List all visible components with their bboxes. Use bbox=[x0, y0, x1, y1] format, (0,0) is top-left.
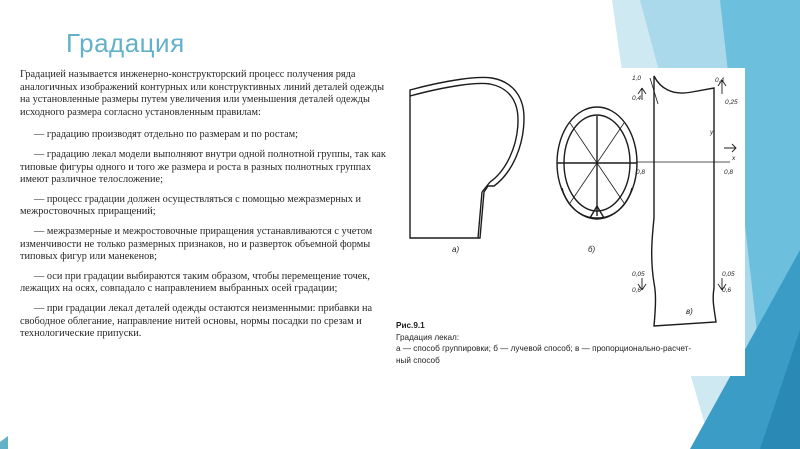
label-b: б) bbox=[588, 245, 596, 254]
label-mid-left: 0,8 bbox=[636, 169, 646, 176]
proportional-pattern-drawing bbox=[636, 76, 736, 326]
figure-number: Рис.9.1 bbox=[396, 321, 425, 330]
sleeve-pattern-drawing bbox=[410, 78, 524, 239]
bullet-item: — при градации лекал деталей одежды остаются неизменными: прибавки на свободное облегание, направление нитей основы, нормы посадки по срезам и технологические припуски. bbox=[20, 302, 373, 340]
label-mid-right: 0,8 bbox=[724, 169, 734, 176]
slide-title: Градация bbox=[66, 28, 185, 58]
label-top-left-2: 0,4 bbox=[632, 95, 642, 102]
label-bottom-left-2: 0,6 bbox=[632, 287, 642, 294]
label-top-right-2: 0,25 bbox=[725, 99, 738, 106]
bullet-item: — градацию лекал модели выполняют внутри одной полнотной группы, так как типовые фигуры одного и того же размера и роста в разных полнотных группах имеют различное телосложение; bbox=[20, 148, 386, 186]
label-bottom-right-1: 0,05 bbox=[722, 271, 735, 278]
label-top-right-1: 0,4 bbox=[715, 77, 725, 84]
label-axis-x: x bbox=[732, 155, 736, 162]
bullet-item: — межразмерные и межростовочные приращения устанавливаются с учетом изменчивости не только размерных признаков, но и разверток объемной формы типовых фигур или манекенов; bbox=[20, 225, 373, 263]
bullet-item: — оси при градации выбираются таким образом, чтобы перемещение точек, лежащих на осях, совпадало с направлением выбранных осей градации; bbox=[20, 270, 370, 295]
label-bottom-left-1: 0,05 bbox=[632, 271, 645, 278]
bullet-item: — градацию производят отдельно по размерам и по ростам; bbox=[34, 129, 299, 141]
label-a: а) bbox=[452, 245, 460, 254]
caption-line: а — способ группировки; б — лучевой способ; в — пропорционально-расчет- bbox=[396, 344, 692, 353]
label-axis-y: y bbox=[710, 129, 714, 136]
label-bottom-right-2: 0,6 bbox=[722, 287, 732, 294]
label-v: в) bbox=[686, 307, 693, 316]
label-top-left-1: 1,0 bbox=[632, 75, 642, 82]
caption-line: ный способ bbox=[396, 355, 440, 365]
deco-shape-arrow bbox=[0, 436, 8, 449]
bullet-item: — процесс градации должен осуществляться с помощью межразмерных и межростовочных приращений; bbox=[20, 193, 362, 218]
slide-body bbox=[20, 69, 392, 348]
figure-caption bbox=[396, 320, 756, 366]
caption-line: Градация лекал: bbox=[396, 332, 460, 342]
radial-pattern-drawing bbox=[557, 107, 637, 219]
intro-paragraph: Градацией называется инженерно-конструкторский процесс получения ряда аналогичных изображений контурных или конструктивных линий деталей одежды на установленные размеры путем увеличения или уменьшения деталей одежды исходного размера согласно установленным правилам: bbox=[20, 69, 385, 118]
